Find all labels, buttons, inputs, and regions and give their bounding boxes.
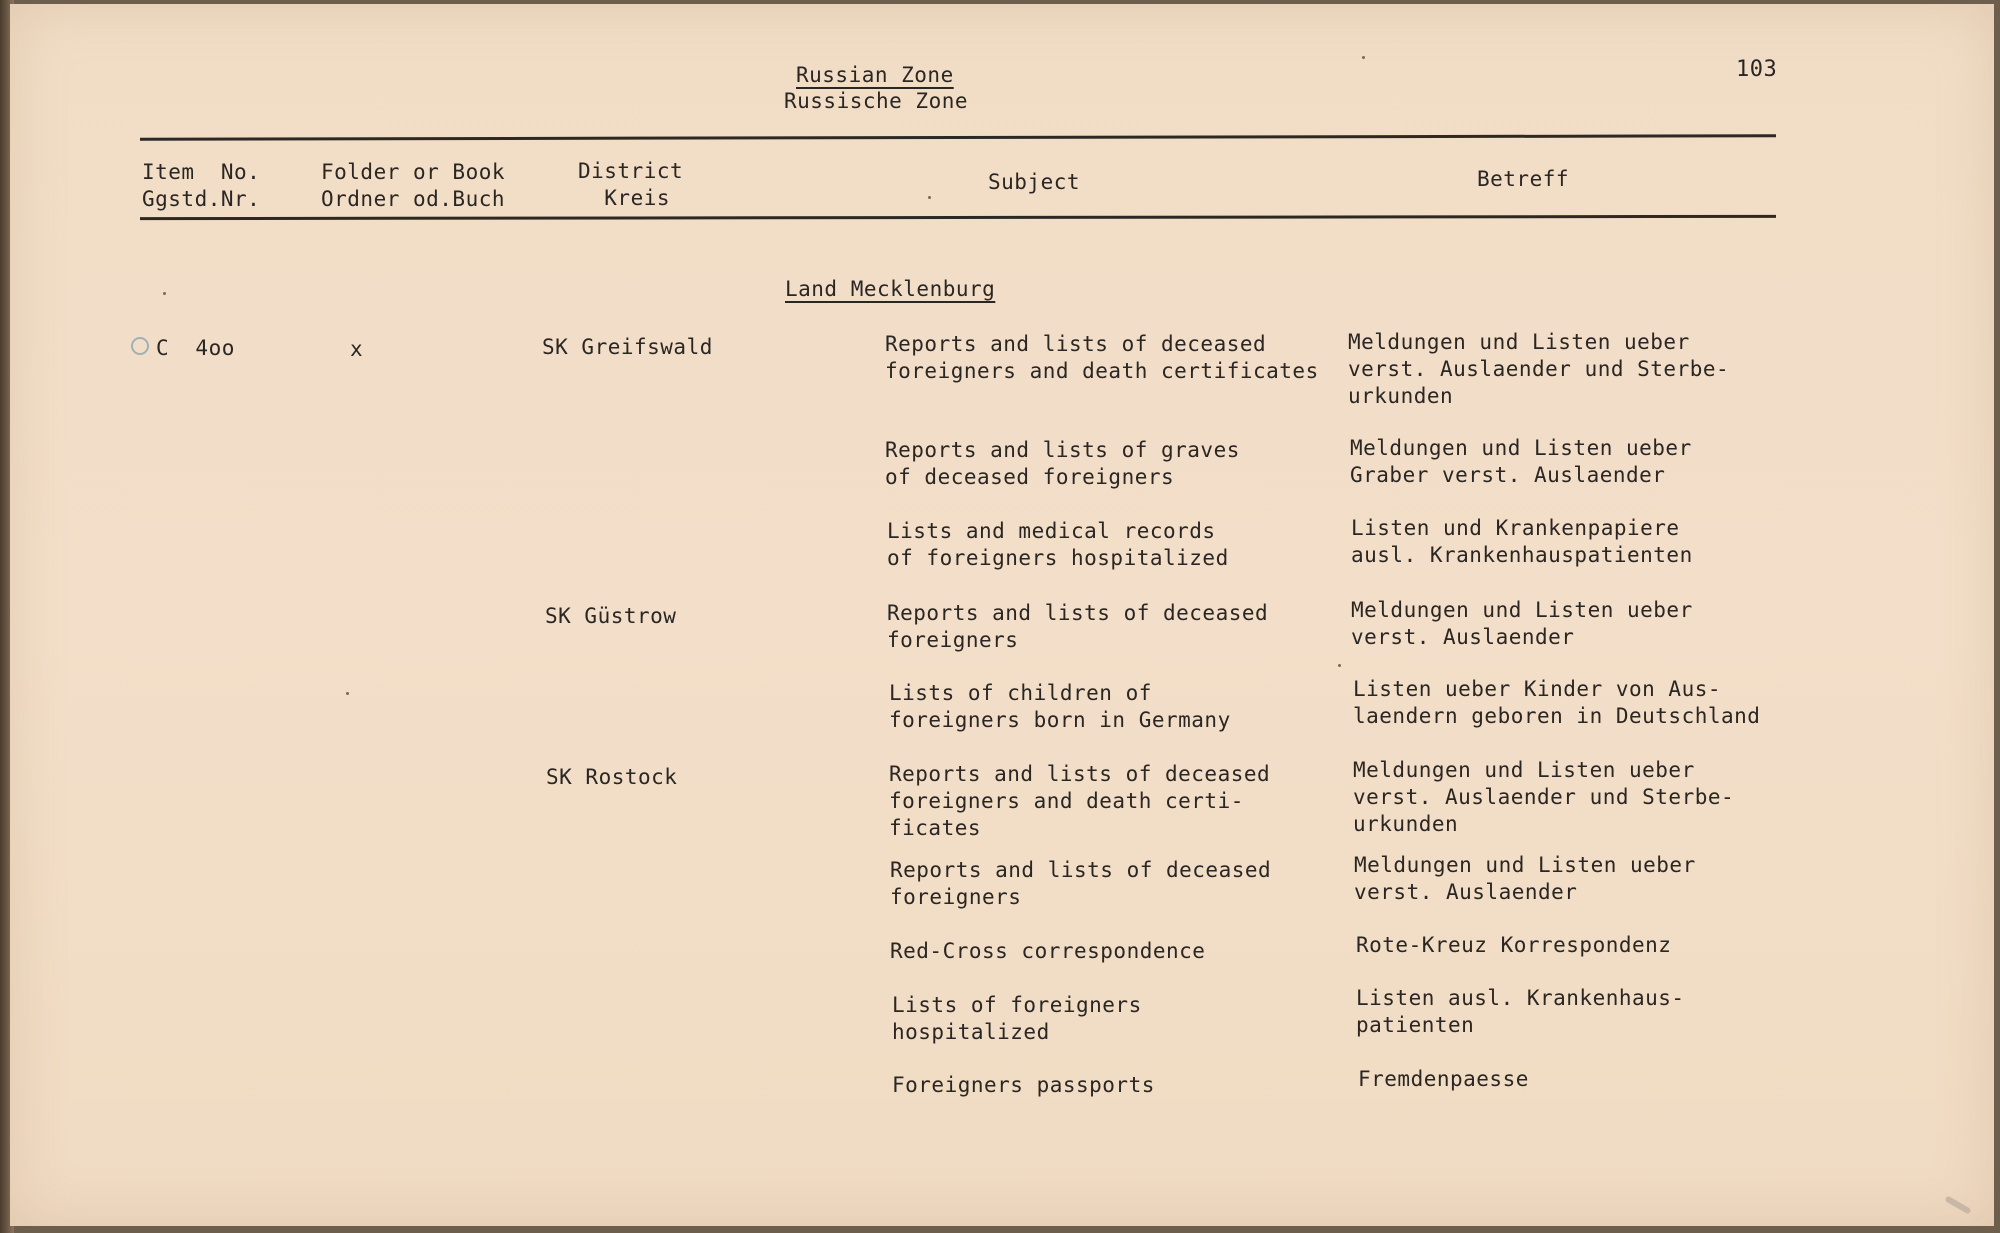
folder-mark: x — [350, 337, 364, 361]
zone-title-german: Russische Zone — [784, 89, 969, 113]
paper-speck — [163, 292, 166, 295]
subject-cell: Reports and lists of deceased foreigners — [887, 601, 1269, 652]
betreff-cell: Listen ausl. Krankenhaus- patienten — [1356, 986, 1685, 1037]
betreff-cell: Listen und Krankenpapiere ausl. Krankenhauspatienten — [1351, 516, 1693, 567]
column-header-district: District Kreis — [578, 159, 684, 210]
column-header-betreff: Betreff — [1477, 167, 1570, 191]
paper-speck — [1338, 664, 1341, 667]
subject-cell: Red-Cross correspondence — [890, 939, 1206, 963]
subject-cell: Lists and medical records of foreigners hospitalized — [887, 519, 1229, 570]
paper-speck — [1362, 56, 1365, 59]
column-header-folder: Folder or Book Ordner od.Buch — [321, 160, 506, 211]
betreff-cell: Listen ueber Kinder von Aus- laendern geboren in Deutschland — [1353, 677, 1761, 728]
betreff-cell: Meldungen und Listen ueber verst. Auslaender — [1354, 853, 1696, 904]
betreff-cell: Meldungen und Listen ueber Graber verst. Auslaender — [1350, 436, 1692, 487]
page-number: 103 — [1736, 57, 1778, 82]
section-title-land: Land Mecklenburg — [785, 277, 996, 301]
subject-cell: Lists of foreigners hospitalized — [892, 993, 1142, 1044]
betreff-cell: Meldungen und Listen ueber verst. Auslaender — [1351, 598, 1693, 649]
subject-cell: Lists of children of foreigners born in Germany — [889, 681, 1231, 732]
betreff-cell: Meldungen und Listen ueber verst. Auslaender und Sterbe- urkunden — [1353, 758, 1735, 836]
betreff-cell: Meldungen und Listen ueber verst. Auslaender und Sterbe- urkunden — [1348, 330, 1730, 408]
item-number: C 4oo — [156, 336, 235, 360]
page-corner-mark — [1944, 1195, 1971, 1214]
subject-cell: Reports and lists of graves of deceased foreigners — [885, 438, 1240, 489]
subject-cell: Foreigners passports — [892, 1073, 1155, 1097]
document-page — [10, 4, 1994, 1226]
paper-speck — [346, 692, 349, 695]
subject-cell: Reports and lists of deceased foreigners and death certi- ficates — [889, 762, 1271, 840]
betreff-cell: Rote-Kreuz Korrespondenz — [1356, 933, 1672, 957]
district-rostock: SK Rostock — [546, 765, 678, 789]
column-header-item-no: Item No. Ggstd.Nr. — [142, 160, 261, 211]
paper-speck — [928, 196, 931, 199]
punch-hole-mark-icon — [131, 337, 149, 355]
header-rule-bottom — [140, 215, 1776, 220]
subject-cell: Reports and lists of deceased foreigners and death certificates — [885, 332, 1319, 383]
district-greifswald: SK Greifswald — [542, 335, 713, 359]
subject-cell: Reports and lists of deceased foreigners — [890, 858, 1272, 909]
header-rule-top — [140, 134, 1776, 140]
district-guestrow: SK Güstrow — [545, 604, 677, 628]
column-header-subject: Subject — [988, 170, 1081, 194]
betreff-cell: Fremdenpaesse — [1358, 1067, 1529, 1091]
zone-title-english: Russian Zone — [796, 63, 954, 87]
